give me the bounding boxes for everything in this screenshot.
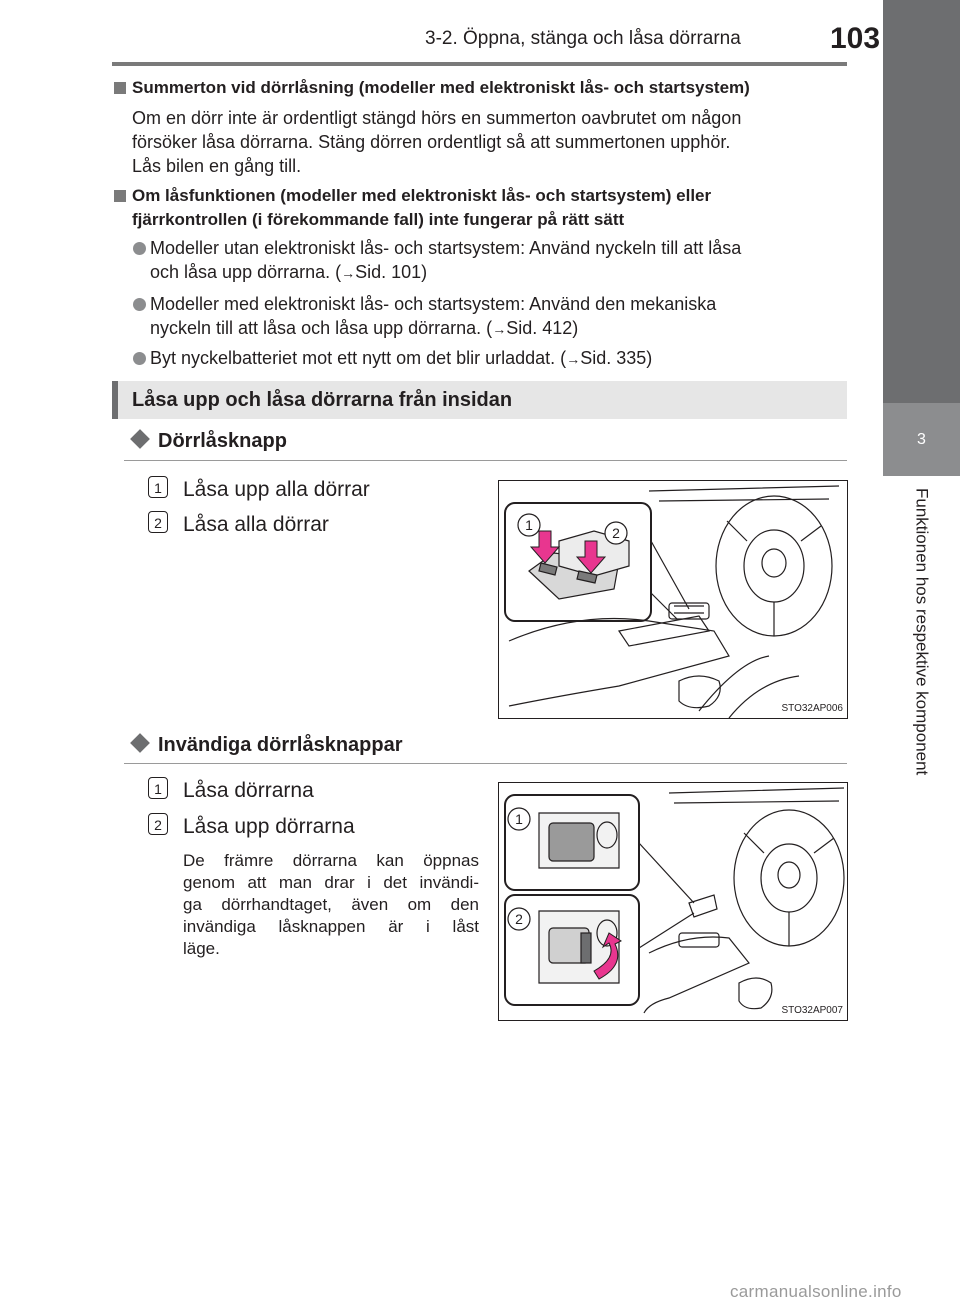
round-bullet-icon xyxy=(133,242,146,255)
side-tab-bar xyxy=(883,0,960,403)
chapter-number: 3 xyxy=(883,403,960,476)
buttons-item-2-label: Låsa upp dörrarna xyxy=(183,815,355,838)
item-number-badge: 1 xyxy=(148,777,168,799)
page-number: 103 xyxy=(830,22,881,55)
bullet-3-line-1: Byt nyckelbatteriet mot ett nytt om det blir urladdat. (→Sid. 335) xyxy=(150,348,653,368)
item-number-badge: 2 xyxy=(148,511,168,533)
switch-item-2-label: Låsa alla dörrar xyxy=(183,513,329,536)
inside-lock-buttons-illustration xyxy=(498,782,848,1021)
image-code: STO32AP007 xyxy=(781,1005,843,1016)
buzzer-heading: Summerton vid dörrlåsning (modeller med elektroniskt lås- och startsystem) xyxy=(132,78,750,97)
lock-buttons-drawing xyxy=(499,783,847,1020)
section-title: Låsa upp och låsa dörrarna från insidan xyxy=(132,389,513,411)
malfunction-heading-2: fjärrkontrollen (i förekommande fall) inte fungerar på rätt sätt xyxy=(132,210,625,229)
square-bullet-icon xyxy=(114,190,126,202)
square-bullet-icon xyxy=(114,82,126,94)
header-title: 3-2. Öppna, stänga och låsa dörrarna xyxy=(425,28,741,49)
bullet-2-line-1: Modeller med elektroniskt lås- och startsystem: Använd den mekaniska xyxy=(150,294,717,314)
buzzer-text-3: Lås bilen en gång till. xyxy=(132,156,302,176)
round-bullet-icon xyxy=(133,352,146,365)
chapter-label xyxy=(883,488,960,848)
section-title-bar xyxy=(112,381,847,419)
callout-marker-1-text: 1 xyxy=(515,811,523,827)
malfunction-heading-1: Om låsfunktionen (modeller med elektroniskt lås- och startsystem) eller xyxy=(132,186,712,205)
arrow-right-icon: → xyxy=(492,321,507,337)
buzzer-text-1: Om en dörr inte är ordentligt stängd hörs en summerton oavbrutet om någon xyxy=(132,108,742,128)
arrow-right-icon: → xyxy=(566,351,581,367)
page-ref-link[interactable]: Sid. 412 xyxy=(506,318,573,338)
subheading-rule xyxy=(124,460,847,461)
door-switch-drawing xyxy=(499,481,847,718)
page-ref-link[interactable]: Sid. 335 xyxy=(580,348,647,368)
callout-marker-1-text: 1 xyxy=(525,517,533,533)
arrow-right-icon: → xyxy=(341,265,356,281)
header-rule xyxy=(112,62,847,66)
subheading-rule xyxy=(124,763,847,764)
bullet-1-line-2: och låsa upp dörrarna. (→Sid. 101) xyxy=(150,262,428,282)
callout-marker-2-text: 2 xyxy=(515,911,523,927)
watermark: carmanualsonline.info xyxy=(730,1282,902,1301)
buttons-subheading: Invändiga dörrlåsknappar xyxy=(158,734,403,756)
buzzer-text-2: försöker låsa dörrarna. Stäng dörren ordentligt så att summertonen upphör. xyxy=(132,132,731,152)
page-ref-link[interactable]: Sid. 101 xyxy=(355,262,422,282)
image-code: STO32AP006 xyxy=(781,703,843,714)
chapter-label-text: Funktionen hos respektive komponent xyxy=(912,488,932,776)
round-bullet-icon xyxy=(133,298,146,311)
note-paragraph: De främre dörrarna kan öppnas genom att man drar i det invändi- ga dörrhandtaget, även om den invändiga låsknappen är i låst läge. xyxy=(183,851,479,958)
switch-item-1-label: Låsa upp alla dörrar xyxy=(183,478,370,501)
item-number-badge: 1 xyxy=(148,476,168,498)
diamond-bullet-icon xyxy=(130,733,150,753)
bullet-2-line-2: nyckeln till att låsa och låsa upp dörrarna. (→Sid. 412) xyxy=(150,318,579,338)
door-lock-switch-illustration xyxy=(498,480,848,719)
item-number-badge: 2 xyxy=(148,813,168,835)
diamond-bullet-icon xyxy=(130,429,150,449)
switch-subheading: Dörrlåsknapp xyxy=(158,430,287,452)
buttons-item-1-label: Låsa dörrarna xyxy=(183,779,314,802)
bullet-1-line-1: Modeller utan elektroniskt lås- och startsystem: Använd nyckeln till att låsa xyxy=(150,238,742,258)
callout-marker-2-text: 2 xyxy=(612,525,620,541)
